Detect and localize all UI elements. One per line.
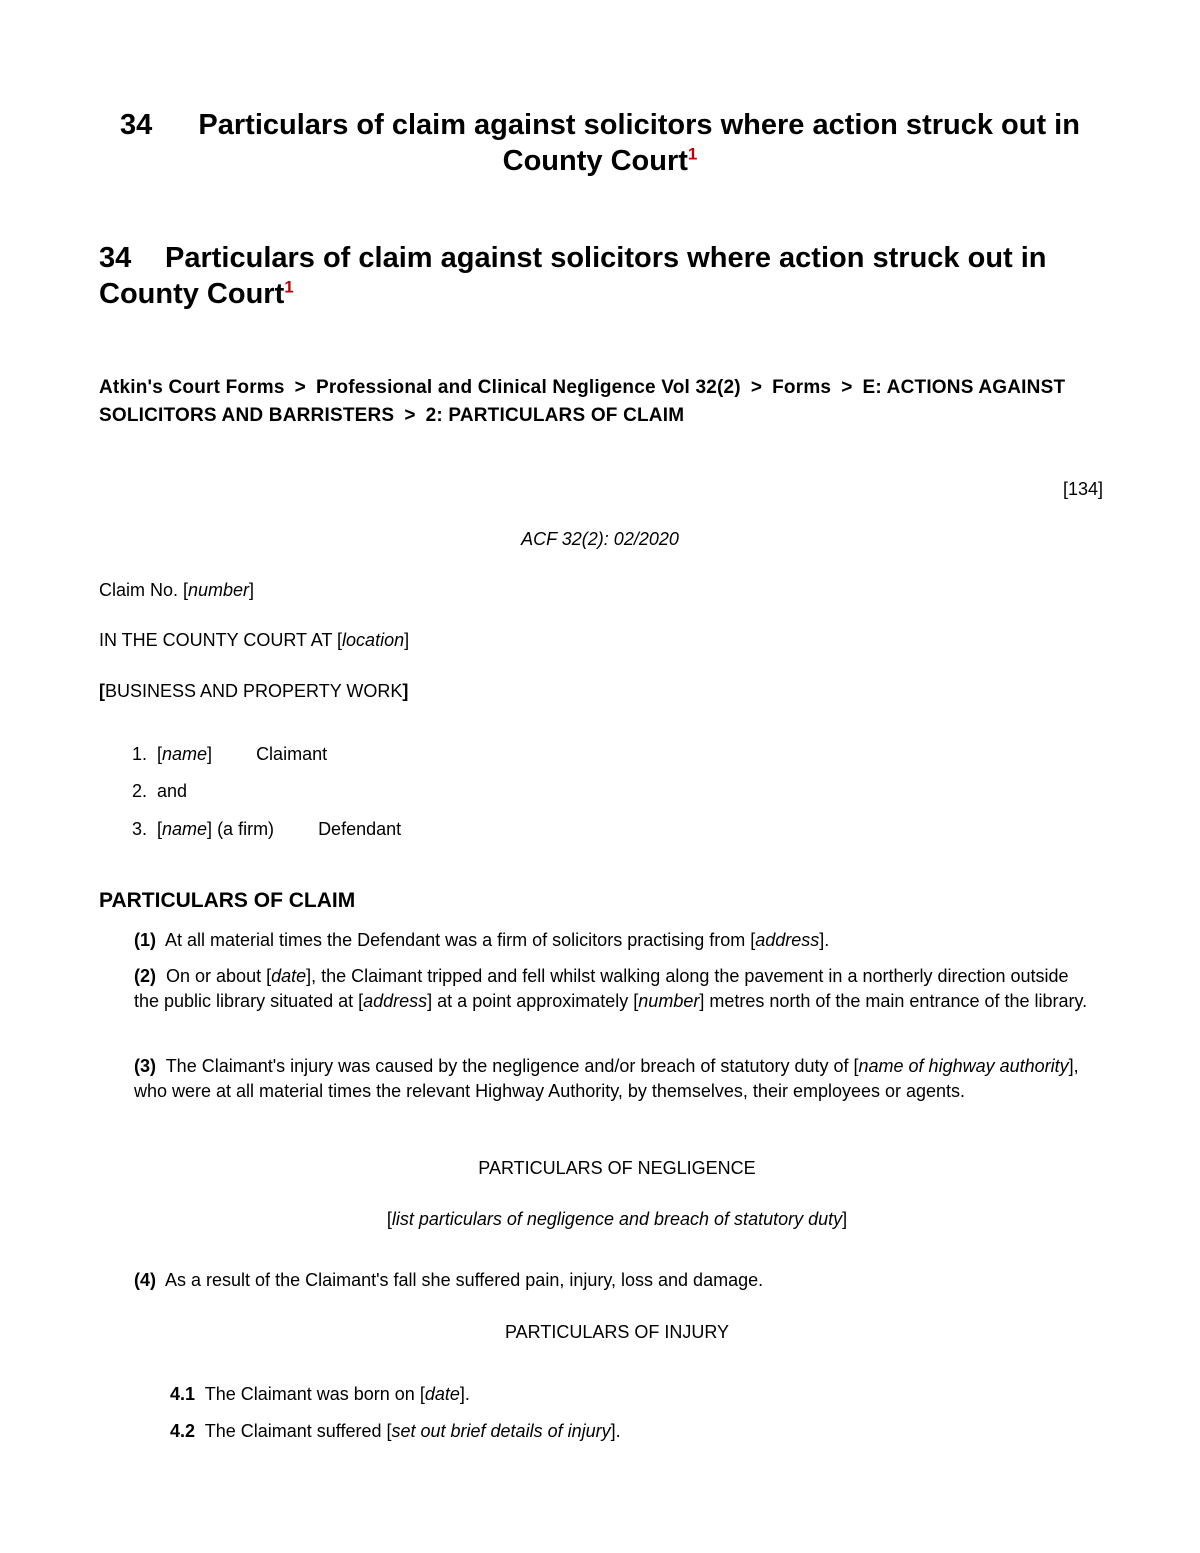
- court-label: IN THE COUNTY COURT AT [: [99, 630, 343, 650]
- claim-number: [99, 577, 254, 603]
- paragraph-text: ].: [819, 930, 830, 950]
- breadcrumb-item[interactable]: Forms: [772, 377, 832, 398]
- item-text: ].: [459, 1384, 470, 1404]
- party-close: ]: [207, 744, 213, 764]
- heading-number: 34: [99, 242, 132, 274]
- party-close: ]: [207, 819, 213, 839]
- breadcrumb-separator: >: [750, 377, 763, 398]
- paragraph-number: (3): [134, 1056, 156, 1076]
- party-role: Defendant: [318, 819, 402, 839]
- paragraph-text: At all material times the Defendant was a firm of solicitors practising from [: [165, 930, 756, 950]
- breadcrumb-item[interactable]: 2: PARTICULARS OF CLAIM: [425, 405, 685, 426]
- court-close: ]: [404, 630, 410, 650]
- work-open: [: [99, 681, 105, 701]
- paragraph-number: (2): [134, 966, 156, 986]
- bracket-close: ]: [842, 1209, 848, 1229]
- placeholder-number: number: [638, 991, 700, 1011]
- paragraph-text: ] metres north of the main entrance of the library.: [699, 991, 1088, 1011]
- placeholder-date: date: [271, 966, 307, 986]
- item-text: ].: [610, 1421, 621, 1441]
- document-title: [100, 107, 1100, 179]
- placeholder-injury-details: set out brief details of injury: [391, 1421, 611, 1441]
- list-number: 1.: [131, 744, 147, 764]
- paragraph-text: The Claimant's injury was caused by the negligence and/or breach of statutory duty of [: [165, 1056, 859, 1076]
- bracket-open: [: [386, 1209, 392, 1229]
- paragraph-text: On or about [: [166, 966, 272, 986]
- injury-item: [170, 1382, 1070, 1407]
- breadcrumb-item[interactable]: E: ACTIONS AGAINST SOLICITORS AND BARRISTERS: [99, 377, 1066, 426]
- particulars-heading: PARTICULARS OF CLAIM: [99, 889, 356, 912]
- injury-heading: PARTICULARS OF INJURY: [504, 1322, 730, 1342]
- paragraph-3: [134, 1054, 1094, 1104]
- paragraph-text: As a result of the Claimant's fall she suffered pain, injury, loss and damage.: [165, 1270, 764, 1290]
- claim-number-placeholder: number: [188, 580, 250, 600]
- party-name-placeholder: name: [162, 819, 208, 839]
- injury-item: [170, 1419, 1070, 1444]
- paragraph-text: ], who were at all material times the relevant Highway Authority, by themselves, their employees or agents.: [134, 1056, 1079, 1101]
- title-footnote-marker[interactable]: 1: [687, 144, 698, 164]
- section-heading: [99, 240, 1099, 312]
- heading-footnote-marker[interactable]: 1: [284, 277, 294, 297]
- claim-number-close: ]: [249, 580, 255, 600]
- negligence-heading: PARTICULARS OF NEGLIGENCE: [478, 1158, 756, 1178]
- item-number: 4.2: [170, 1421, 196, 1441]
- negligence-list: [134, 1206, 1100, 1232]
- heading-text: Particulars of claim against solicitors where action struck out in County Court: [99, 242, 1047, 310]
- item-number: 4.1: [170, 1384, 196, 1404]
- party-suffix: (a firm): [212, 819, 275, 839]
- party-list-item: [118, 778, 187, 804]
- placeholder-highway-authority: name of highway authority: [858, 1056, 1069, 1076]
- paragraph-text: ], the Claimant tripped and fell whilst walking along the pavement in a northerly direction outside the public library situated at [: [134, 966, 1069, 1011]
- list-number: 3.: [131, 819, 147, 839]
- work-line: [99, 678, 408, 704]
- paragraph-number: (1): [134, 930, 156, 950]
- paragraph-number: (4): [134, 1270, 156, 1290]
- party-name-placeholder: name: [162, 744, 208, 764]
- party-list-item: [118, 741, 327, 767]
- breadcrumb-separator: >: [841, 377, 853, 398]
- paragraph-1: [134, 928, 1094, 953]
- breadcrumb-separator: >: [294, 377, 306, 398]
- paragraph-text: ] at a point approximately [: [427, 991, 639, 1011]
- work-close: ]: [402, 681, 409, 701]
- paragraph-2: [134, 964, 1094, 1014]
- party-open: [: [157, 744, 163, 764]
- party-connector: and: [157, 781, 188, 801]
- placeholder-address: address: [755, 930, 820, 950]
- work-text: BUSINESS AND PROPERTY WORK: [105, 681, 403, 701]
- title-number: 34: [120, 109, 153, 141]
- placeholder-address: address: [363, 991, 428, 1011]
- party-open: [: [157, 819, 163, 839]
- item-text: The Claimant was born on [: [204, 1384, 425, 1404]
- negligence-placeholder: list particulars of negligence and breach of statutory duty: [391, 1209, 843, 1229]
- breadcrumb-item[interactable]: Professional and Clinical Negligence Vol 32(2): [315, 377, 741, 398]
- breadcrumb-separator: >: [404, 405, 416, 426]
- placeholder-date: date: [424, 1384, 460, 1404]
- item-text: The Claimant suffered [: [204, 1421, 392, 1441]
- breadcrumb: [99, 374, 1109, 430]
- list-number: 2.: [131, 781, 147, 801]
- claim-number-label: Claim No. [: [99, 580, 189, 600]
- breadcrumb-item[interactable]: Atkin's Court Forms: [99, 377, 285, 398]
- paragraph-4: [134, 1268, 1094, 1293]
- court-line: [99, 627, 409, 653]
- party-role: Claimant: [256, 744, 328, 764]
- party-list-item: [118, 816, 401, 842]
- title-text: Particulars of claim against solicitors where action struck out in County Court: [198, 109, 1080, 177]
- court-location-placeholder: location: [342, 630, 405, 650]
- form-reference: [134]: [1062, 479, 1103, 499]
- acf-issue: ACF 32(2): 02/2020: [521, 529, 679, 549]
